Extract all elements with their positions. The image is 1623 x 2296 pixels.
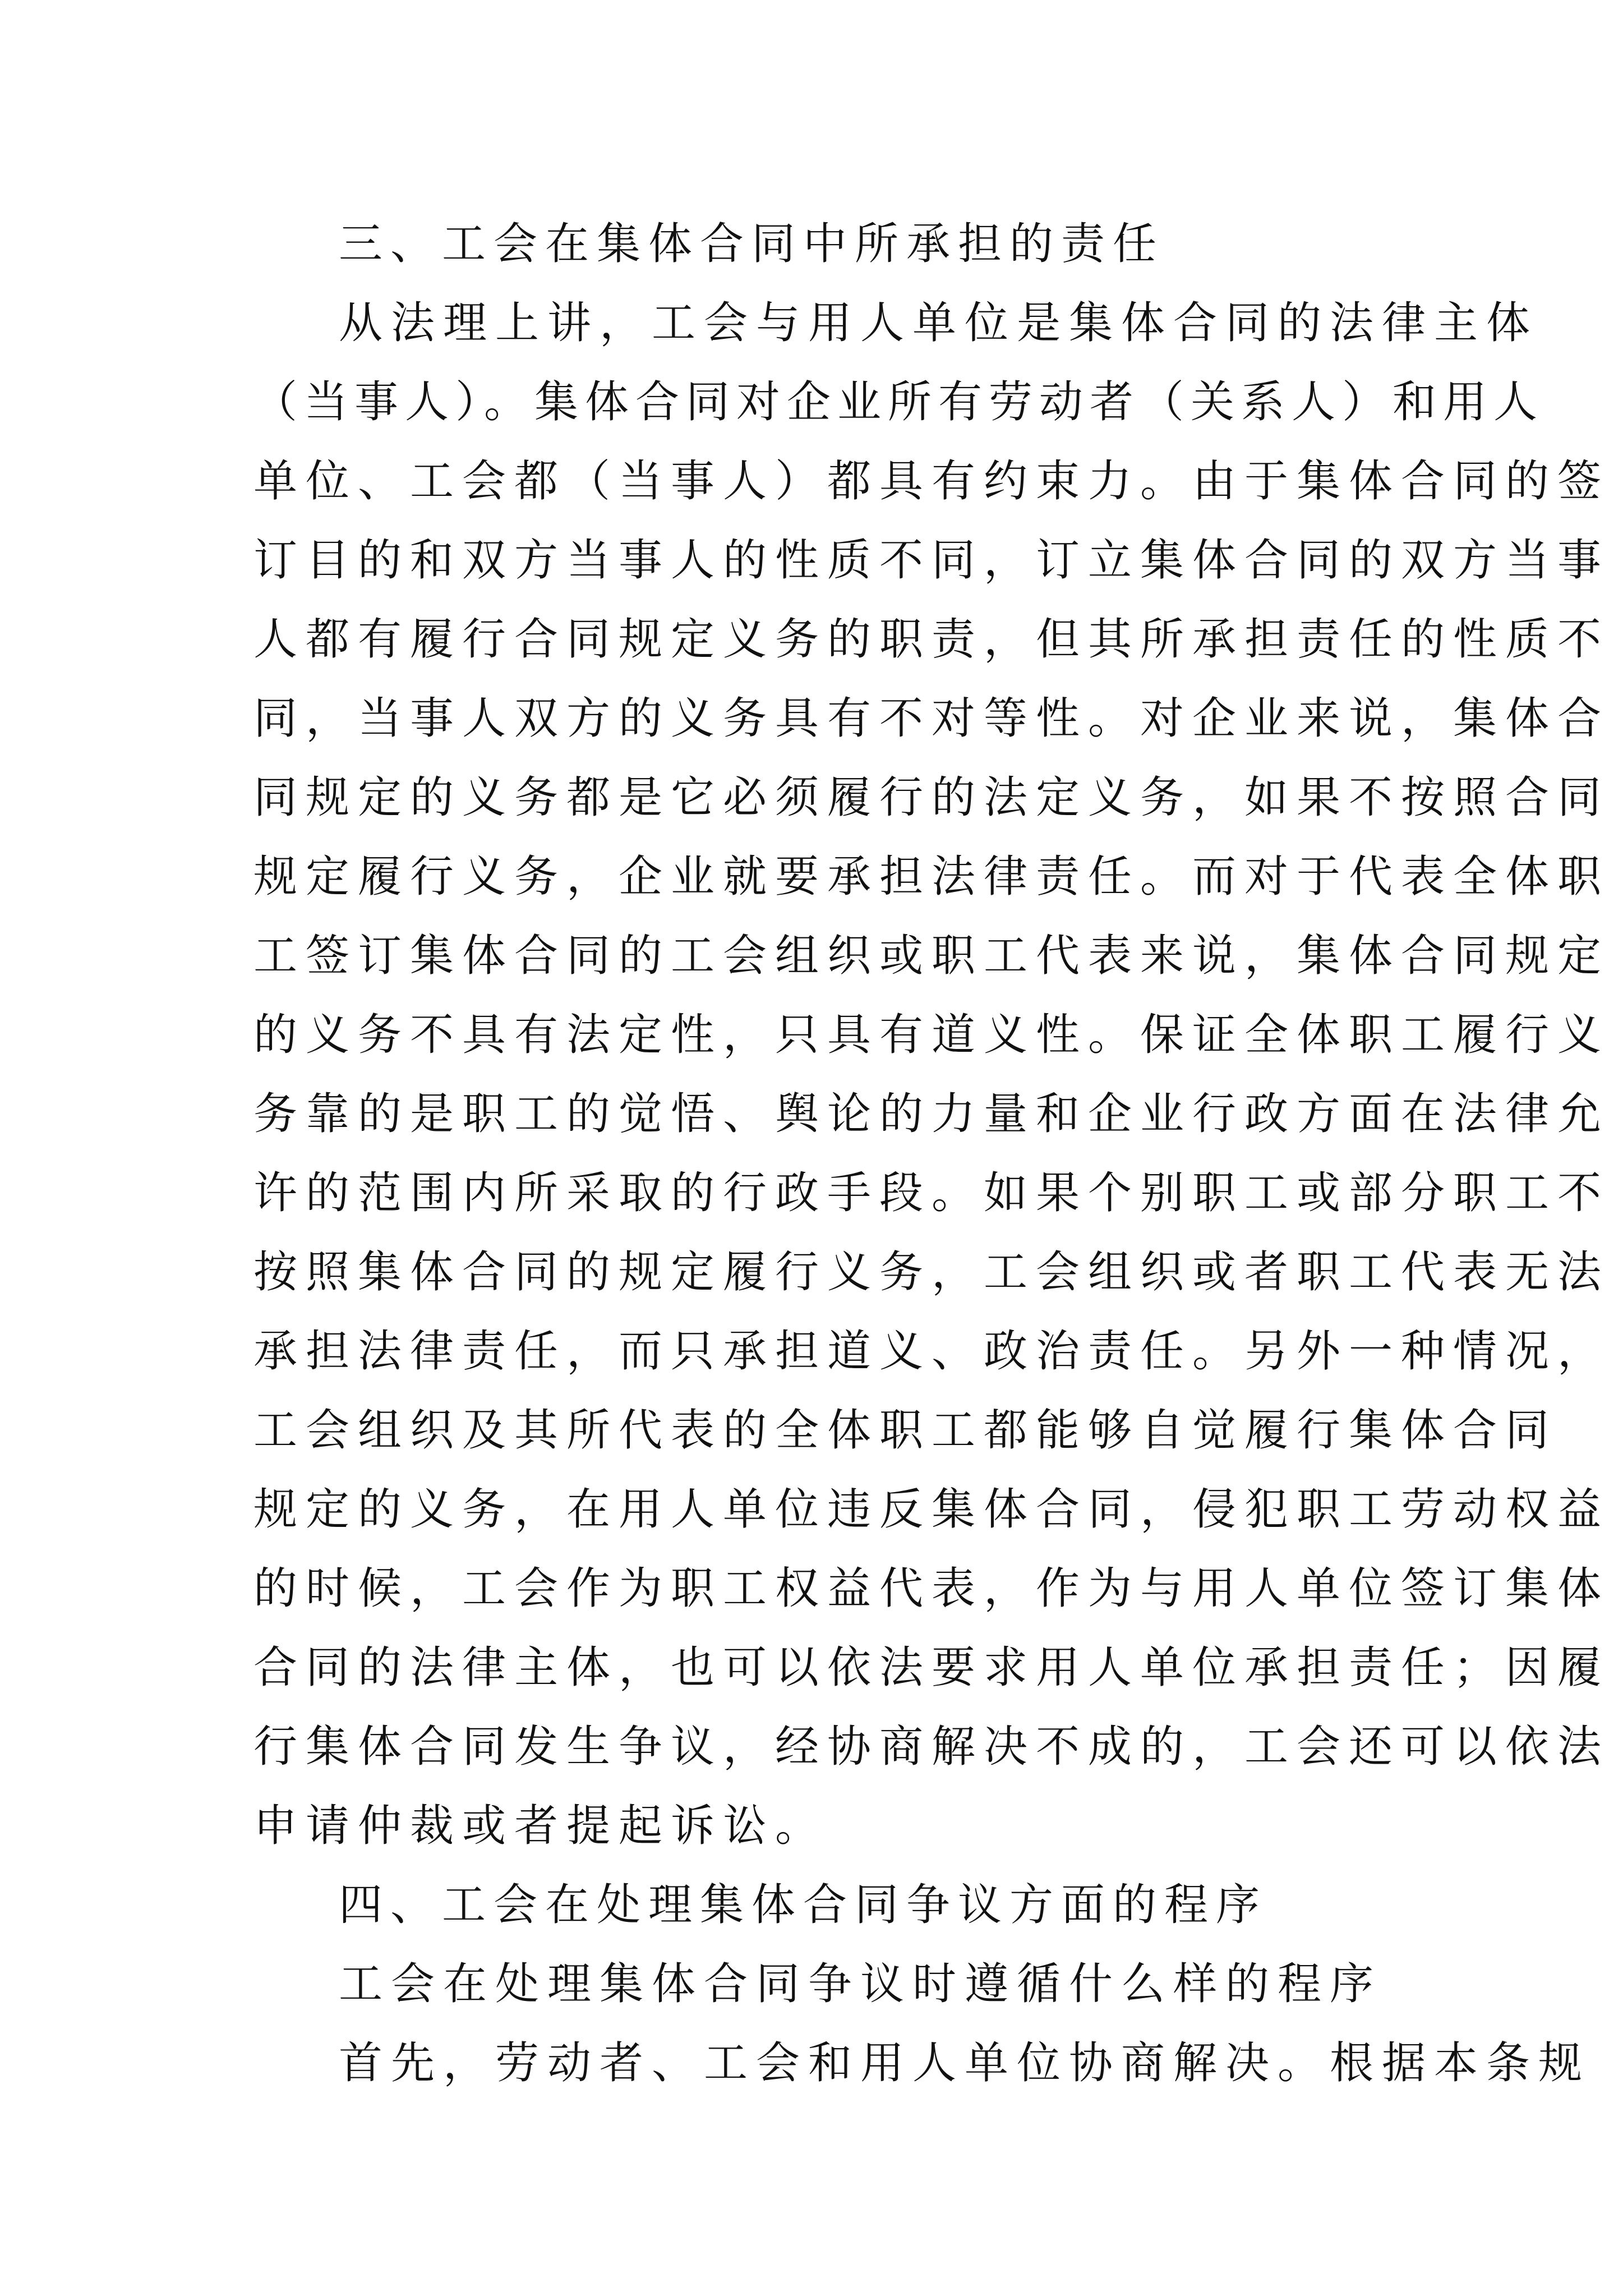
paragraph-line: 按照集体合同的规定履行义务，工会组织或者职工代表无法 bbox=[253, 1247, 1610, 1297]
paragraph-line: 从法理上讲，工会与用人单位是集体合同的法律主体 bbox=[339, 298, 1539, 348]
paragraph-line: 申请仲裁或者提起诉讼。 bbox=[253, 1801, 828, 1851]
paragraph-line: 同，当事人双方的义务具有不对等性。对企业来说，集体合 bbox=[253, 693, 1610, 744]
paragraph-line: 的义务不具有法定性，只具有道义性。保证全体职工履行义 bbox=[253, 1010, 1610, 1060]
paragraph-line: 承担法律责任，而只承担道义、政治责任。另外一种情况， bbox=[253, 1326, 1610, 1377]
document-body bbox=[253, 205, 1610, 2103]
paragraph-line: 行集体合同发生争议，经协商解决不成的，工会还可以依法 bbox=[253, 1722, 1610, 1772]
paragraph-line: 务靠的是职工的觉悟、舆论的力量和企业行政方面在法律允 bbox=[253, 1089, 1610, 1139]
paragraph-line: 合同的法律主体，也可以依法要求用人单位承担责任；因履 bbox=[253, 1642, 1610, 1693]
paragraph-line: 工签订集体合同的工会组织或职工代表来说，集体合同规定 bbox=[253, 931, 1610, 981]
section-four-subheading: 工会在处理集体合同争议时遵循什么样的程序 bbox=[339, 1959, 1382, 2009]
section-three-heading: 三、工会在集体合同中所承担的责任 bbox=[339, 219, 1165, 269]
paragraph-line: 订目的和双方当事人的性质不同，订立集体合同的双方当事 bbox=[253, 535, 1610, 586]
paragraph-line: 规定的义务，在用人单位违反集体合同，侵犯职工劳动权益 bbox=[253, 1484, 1610, 1535]
section-four-heading: 四、工会在处理集体合同争议方面的程序 bbox=[339, 1880, 1268, 1930]
paragraph-line: 人都有履行合同规定义务的职责，但其所承担责任的性质不 bbox=[253, 614, 1610, 665]
paragraph-line: 规定履行义务，企业就要承担法律责任。而对于代表全体职 bbox=[253, 852, 1610, 902]
paragraph-line: 单位、工会都（当事人）都具有约束力。由于集体合同的签 bbox=[253, 456, 1610, 507]
paragraph-line: 工会组织及其所代表的全体职工都能够自觉履行集体合同 bbox=[253, 1405, 1558, 1456]
paragraph-line: 许的范围内所采取的行政手段。如果个别职工或部分职工不 bbox=[253, 1168, 1610, 1218]
paragraph-line: 的时候，工会作为职工权益代表，作为与用人单位签订集体 bbox=[253, 1563, 1610, 1614]
section-four-first-line: 首先，劳动者、工会和用人单位协商解决。根据本条规 bbox=[339, 2038, 1591, 2088]
paragraph-line: （当事人）。集体合同对企业所有劳动者（关系人）和用人 bbox=[253, 377, 1544, 427]
paragraph-line: 同规定的义务都是它必须履行的法定义务，如果不按照合同 bbox=[253, 772, 1610, 823]
